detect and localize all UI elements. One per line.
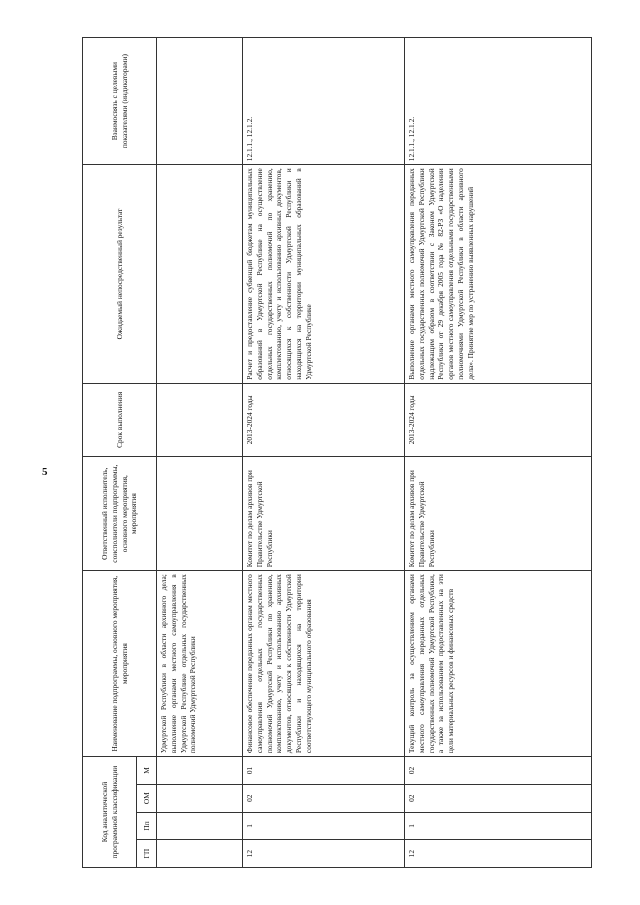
link-cell: 12.1.1., 12.1.2.	[405, 38, 592, 165]
code-group-header: Код аналитической программной классификации	[83, 757, 137, 868]
link-header: Взаимосвязь с целевыми показателями (индикаторами)	[83, 38, 157, 165]
executor-cell: Комитет по делам архивов при Правительстве Удмуртской Республики	[405, 457, 592, 571]
executor-cell: Комитет по делам архивов при Правительстве Удмуртской Республики	[243, 457, 405, 571]
name-cell: Удмуртской Республики в области архивного дела; выполнение органами местного самоуправления в Удмуртской Республике отдельных государственных полномочий Удмуртской Республики	[157, 571, 243, 757]
executor-header: Ответственный исполнитель, соисполнители подпрограммы, основного мероприятия, мероприятия	[83, 457, 157, 571]
name-header: Наименование подпрограммы, основного мероприятия, мероприятия	[83, 571, 157, 757]
m-cell: 02	[405, 757, 592, 785]
pp-cell: 1	[405, 812, 592, 840]
name-cell: Текущий контроль за осуществлением органами местного самоуправления переданных отдельных государственных полномочий Удмуртской Республики, а также за использованием предоставленных на эти цели материальных ресурсов и финансовых средств	[405, 571, 592, 757]
header-row-1	[83, 38, 137, 868]
program-table	[82, 37, 592, 868]
m-header: М	[137, 757, 157, 785]
om-header: ОМ	[137, 784, 157, 812]
program-table-rotated	[82, 37, 591, 868]
gp-header: ГП	[137, 840, 157, 868]
pp-cell: 1	[243, 812, 405, 840]
name-cell: Финансовое обеспечение переданных органам местного самоуправления отдельных государственных полномочий Удмуртской Республики по хранению, комплектованию, учету и использованию архивных документов, относящихся к собственности Удмуртской Республики и находящихся на территории соответствующего муниципального образования	[243, 571, 405, 757]
om-cell	[157, 784, 243, 812]
term-cell: 2013-2024 годы	[243, 383, 405, 456]
result-cell	[157, 165, 243, 383]
result-header: Ожидаемый непосредственный результат	[83, 165, 157, 383]
page-number: 5	[42, 466, 48, 478]
gp-cell: 12	[405, 840, 592, 868]
om-cell: 02	[243, 784, 405, 812]
table-row	[243, 38, 405, 868]
term-cell: 2013-2024 годы	[405, 383, 592, 456]
executor-cell	[157, 457, 243, 571]
link-cell: 12.1.1., 12.1.2.	[243, 38, 405, 165]
table-row	[157, 38, 243, 868]
m-cell: 01	[243, 757, 405, 785]
gp-cell	[157, 840, 243, 868]
term-cell	[157, 383, 243, 456]
om-cell: 02	[405, 784, 592, 812]
term-header: Срок выполнения	[83, 383, 157, 456]
gp-cell: 12	[243, 840, 405, 868]
result-cell: Выполнение органами местного самоуправления переданных отдельных государственных полномочий Удмуртской Республики надлежащим образом в соответствии с Законом Удмуртской Республики от 29 декабря 2005 года № 82-РЗ «О наделении органов местного самоуправления отдельными государственными полномочиями Удмуртской Республики в области архивного дела». Принятие мер по устранению выявленных нарушений	[405, 165, 592, 383]
link-cell	[157, 38, 243, 165]
m-cell	[157, 757, 243, 785]
table-row	[405, 38, 592, 868]
pp-header: Пп	[137, 812, 157, 840]
result-cell: Расчет и предоставление субвенций бюджетам муниципальных образований в Удмуртской Республике на осуществление отдельных государственных полномочий по хранению, комплектованию, учету и использованию архивных документов, относящихся к собственности Удмуртской Республики и находящихся на территории муниципальных образований в Удмуртской Республике	[243, 165, 405, 383]
pp-cell	[157, 812, 243, 840]
